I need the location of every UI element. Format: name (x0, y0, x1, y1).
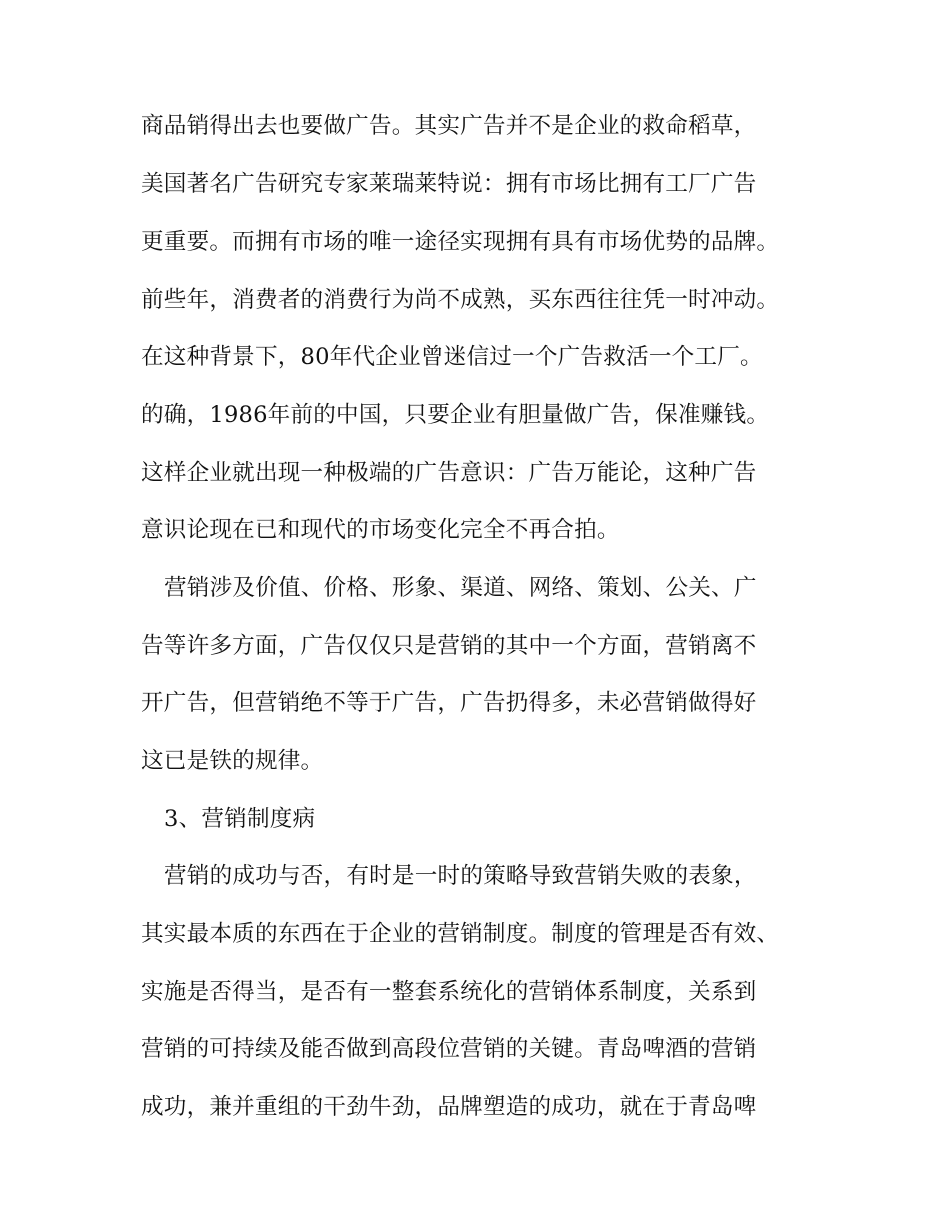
paragraph-line: 实施是否得当，是否有一整套系统化的营销体系制度，关系到 (141, 979, 757, 1005)
paragraph-line: 营销涉及价值、价格、形象、渠道、网络、策划、公关、广 (164, 575, 757, 601)
paragraph-line: 营销的可持续及能否做到高段位营销的关键。青岛啤酒的营销 (141, 1036, 757, 1062)
paragraph-line: 更重要。而拥有市场的唯一途径实现拥有具有市场优势的品牌。 (141, 229, 780, 255)
paragraph-line: 成功，兼并重组的干劲牛劲，品牌塑造的成功，就在于青岛啤 (141, 1094, 757, 1120)
paragraph-line: 在这种背景下，80年代企业曾迷信过一个广告救活一个工厂。 (141, 344, 763, 370)
paragraph-line: 告等许多方面，广告仅仅只是营销的其中一个方面，营销离不 (141, 633, 757, 659)
paragraph-line: 这样企业就出现一种极端的广告意识：广告万能论，这种广告 (141, 460, 757, 486)
paragraph-line: 其实最本质的东西在于企业的营销制度。制度的管理是否有效、 (141, 921, 780, 947)
paragraph-line: 美国著名广告研究专家莱瑞莱特说：拥有市场比拥有工厂广告 (141, 171, 757, 197)
paragraph-line: 前些年，消费者的消费行为尚不成熟，买东西往往凭一时冲动。 (141, 287, 780, 313)
paragraph-line: 意识论现在已和现代的市场变化完全不再合拍。 (141, 517, 620, 543)
paragraph-line: 开广告，但营销绝不等于广告，广告扔得多，未必营销做得好 (141, 690, 757, 716)
section-heading: 3、营销制度病 (164, 806, 316, 832)
paragraph-line: 商品销得出去也要做广告。其实广告并不是企业的救命稻草， (141, 113, 757, 139)
paragraph-line: 营销的成功与否，有时是一时的策略导致营销失败的表象， (164, 863, 757, 889)
paragraph-line: 这已是铁的规律。 (141, 748, 324, 774)
paragraph-line: 的确，1986年前的中国，只要企业有胆量做广告，保准赚钱。 (141, 402, 770, 428)
